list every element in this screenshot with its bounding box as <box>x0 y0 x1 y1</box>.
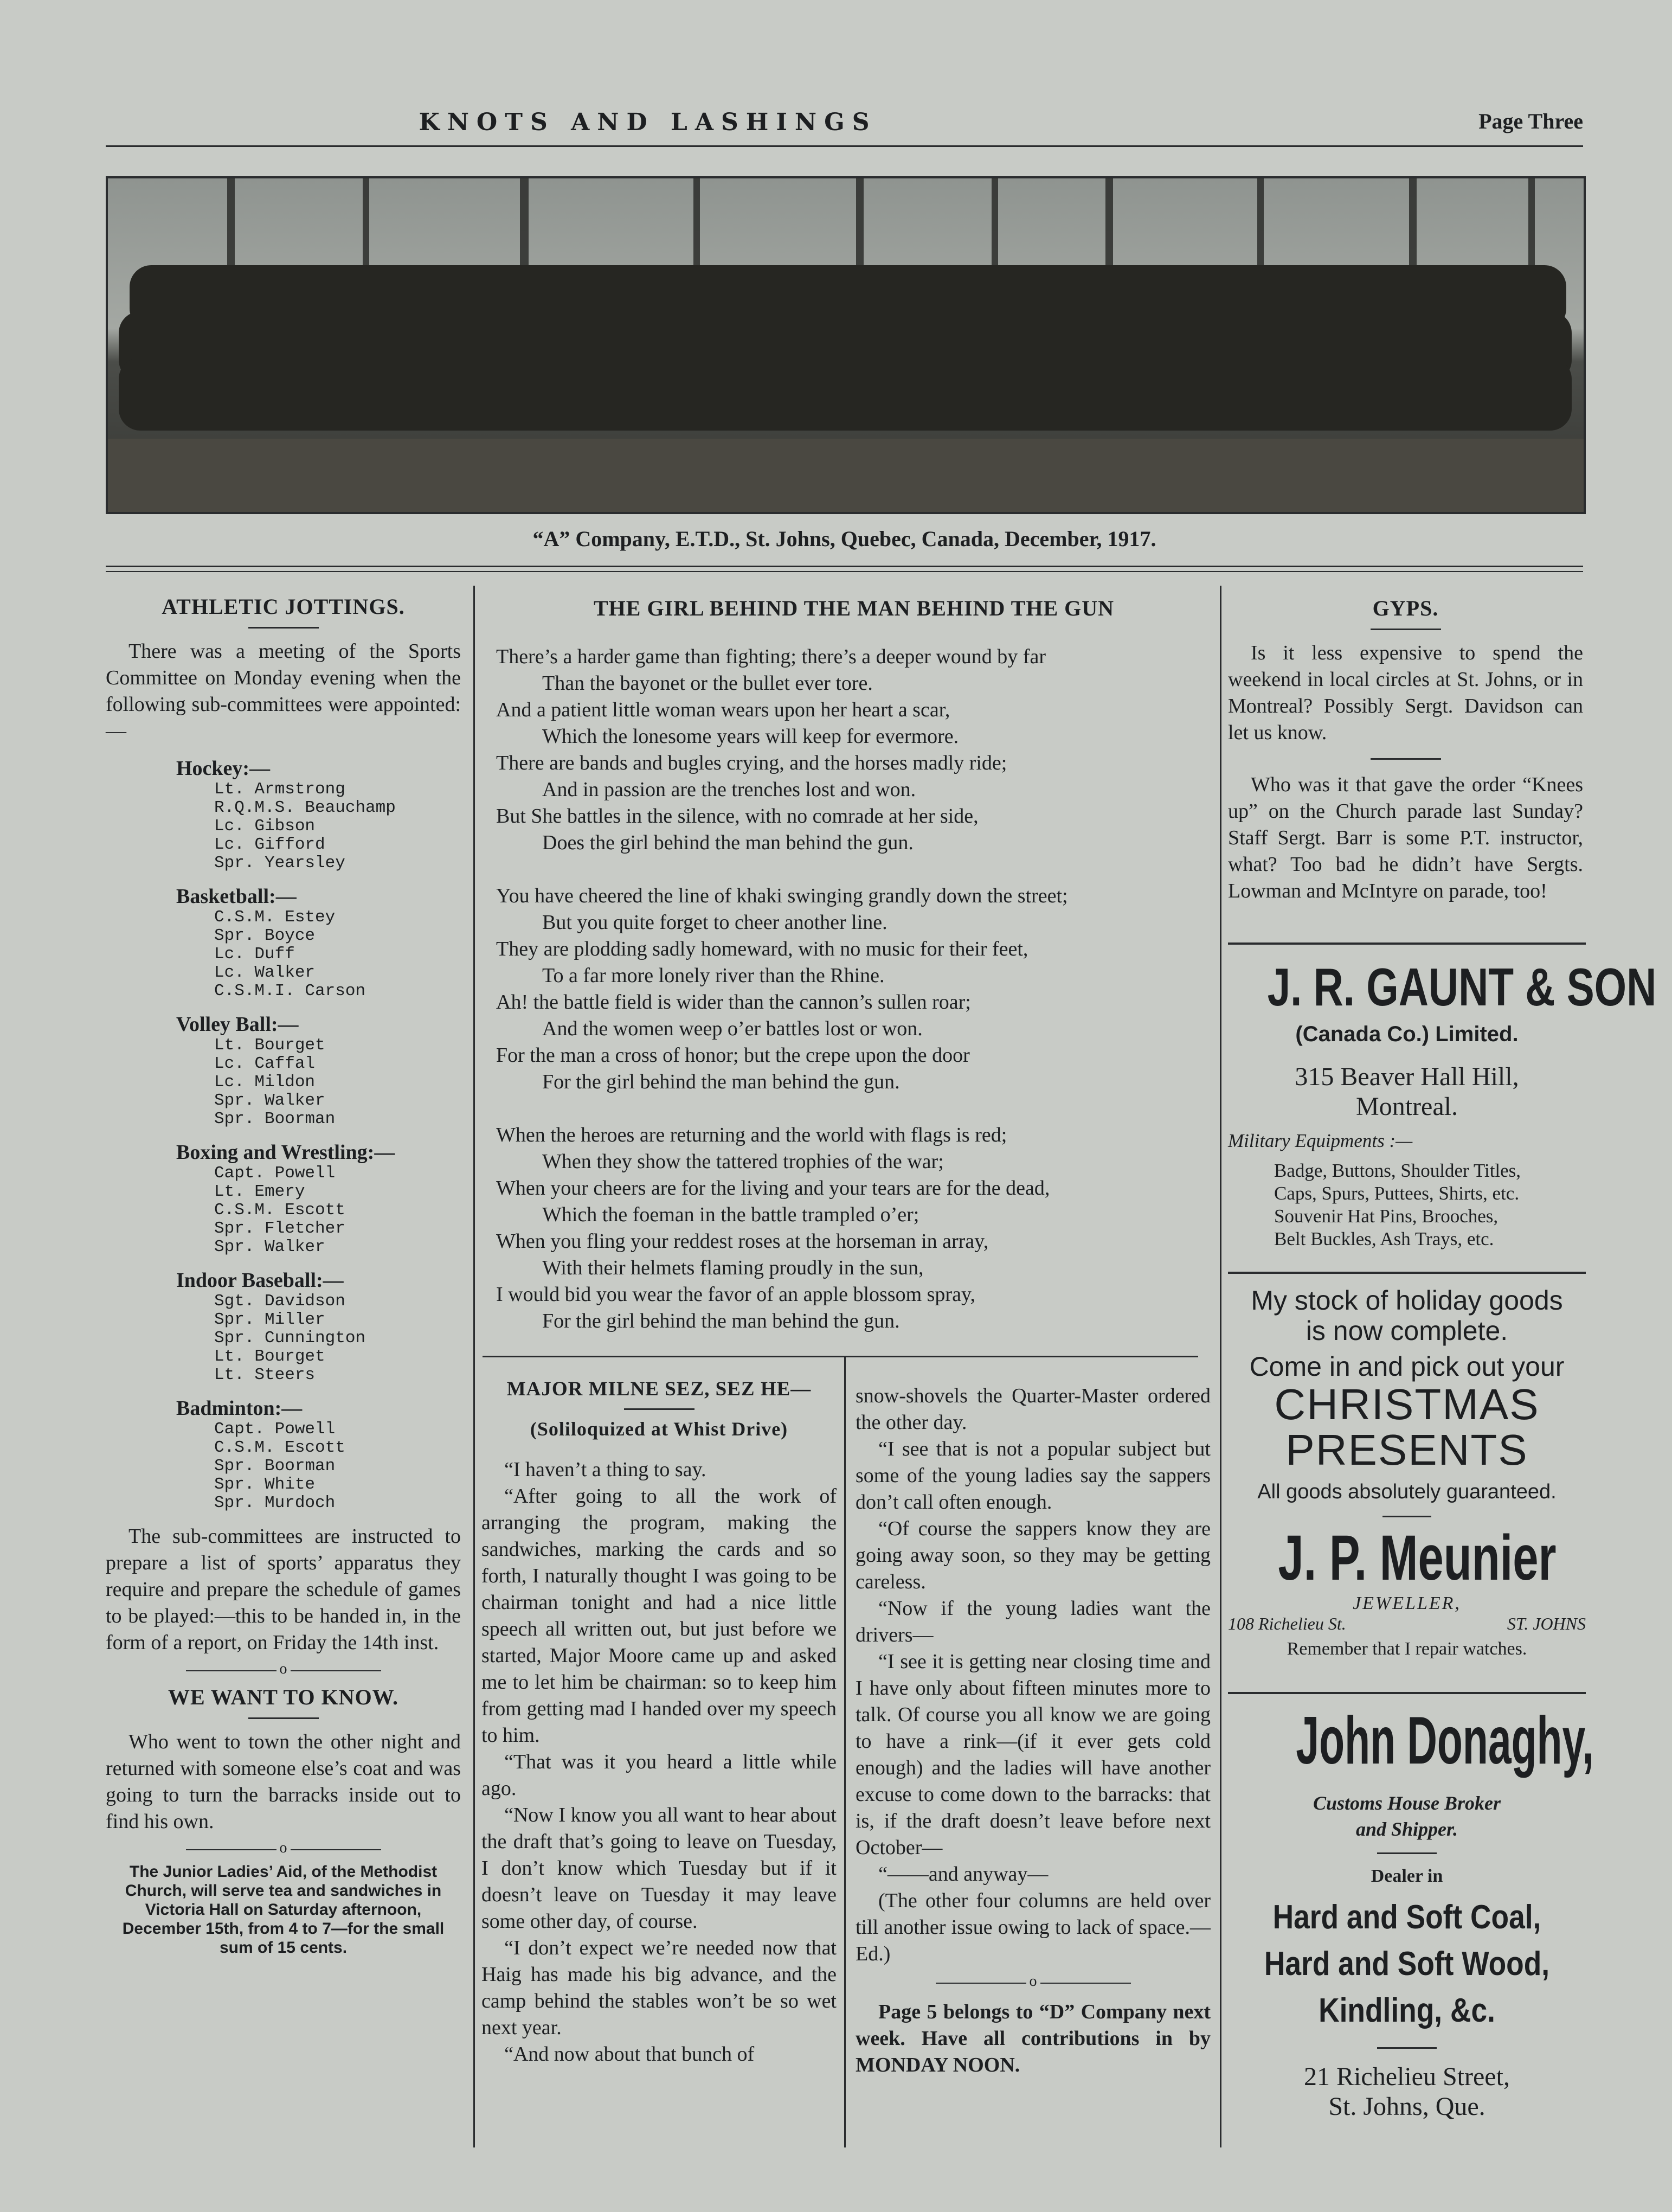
title-dash <box>248 1717 319 1719</box>
poem-line: For the man a cross of honor; but the crepe upon the door <box>496 1044 970 1067</box>
ad-dash <box>1377 1852 1437 1854</box>
gaunt-address-1: 315 Beaver Hall Hill, <box>1295 1062 1519 1091</box>
poem-line: To a far more lonely river than the Rhine. <box>542 964 885 987</box>
subcommittee-members <box>214 1292 461 1384</box>
milne-text-1 <box>481 1457 837 2068</box>
member-name: Spr. Walker <box>214 1238 325 1256</box>
member-name: Spr. Boorman <box>214 1110 336 1129</box>
poem-bottom-rule <box>483 1356 1198 1357</box>
member-name: Spr. Boyce <box>214 926 316 945</box>
member-name: Spr. Walker <box>214 1091 325 1110</box>
donaghy-line-1: Customs House Broker <box>1313 1792 1501 1814</box>
donaghy-name: John Donaghy, <box>1296 1703 1594 1778</box>
poem-line: They are plodding sadly homeward, with no music for their feet, <box>496 938 1028 960</box>
poem-line: When your cheers are for the living and your tears are for the dead, <box>496 1177 1050 1200</box>
separator-glyph: o <box>276 1660 291 1678</box>
ad-rule <box>1228 1692 1586 1694</box>
subcommittee-name: Badminton:— <box>176 1397 303 1420</box>
title-dash <box>248 627 319 629</box>
member-name: Sgt. Davidson <box>214 1292 345 1311</box>
gyps-paragraph-2: Who was it that gave the order “Knees up” on the Church parade last Sunday? Staff Sergt. Barr is some P.T. instructor, what? Too bad he didn’t have Sergts. Lowman and McIntyre on parade, too! <box>1228 773 1583 902</box>
poem-line: Than the bayonet or the bullet ever tore. <box>542 672 873 695</box>
poem-line: Which the foeman in the battle trampled o’er; <box>542 1203 919 1226</box>
publication-title: KNOTS AND LASHINGS <box>419 108 877 136</box>
milne-paragraph: “And now about that bunch of <box>504 2043 755 2066</box>
milne-paragraph: “That was it you heard a little while ago. <box>481 1751 837 1800</box>
milne-column-2 <box>856 1383 1211 2079</box>
donaghy-kindling: Kindling, &c. <box>1319 1992 1495 2029</box>
poem-line: When the heroes are returning and the world with flags is red; <box>496 1124 1007 1146</box>
company-photo <box>106 176 1586 514</box>
milne-paragraph: “After going to all the work of arranging the program, making the sandwiches, marking the cards and so forth, I naturally thought I was going to be chairman tonight and had a nice little speech all written out, but just before we started, Major Moore came up and asked me to let him be chairman: so to keep him from getting mad I handed over my speech to him. <box>481 1485 837 1747</box>
member-name: Capt. Powell <box>214 1420 336 1439</box>
subcommittee-list <box>106 756 461 1512</box>
page5-notice: Page 5 belongs to “D” Company next week. Have all contributions in by MONDAY NOON. <box>856 2001 1211 2076</box>
head-rule <box>106 145 1583 147</box>
meunier-guarantee: All goods absolutely guaranteed. <box>1257 1480 1557 1503</box>
gaunt-ad <box>1228 957 1657 1251</box>
poem-line: You have cheered the line of khaki swinging grandly down the street; <box>496 884 1068 907</box>
ad-rule <box>1228 1272 1586 1274</box>
poem-line: But you quite forget to cheer another line. <box>542 911 888 934</box>
subcommittee-members <box>214 1164 461 1256</box>
member-name: C.S.M.I. Carson <box>214 982 366 1001</box>
member-name: Spr. Miller <box>214 1310 325 1329</box>
member-name: Spr. Fletcher <box>214 1219 345 1238</box>
donaghy-address-2: St. Johns, Que. <box>1328 2092 1485 2121</box>
donaghy-dealer: Dealer in <box>1371 1866 1443 1886</box>
milne-column-1 <box>481 1377 837 2068</box>
poem-body <box>496 644 1212 1335</box>
gaunt-item: Belt Buckles, Ash Trays, etc. <box>1274 1228 1494 1249</box>
member-name: Lc. Mildon <box>214 1073 316 1092</box>
poem-line: For the girl behind the man behind the gun. <box>542 1070 900 1093</box>
milne-paragraph: “I don’t expect we’re needed now that Haig has made his big advance, and the camp behind the stables won’t be so wet next year. <box>481 1937 837 2039</box>
milne-paragraph: “I see it is getting near closing time and I have only about fifteen minutes more to talk. Of course you all know we are going to have a rink—(if it ever gets cold enough) and the ladies will have another excuse to come down to the barracks: that is, if the draft doesn’t leave before next October— <box>856 1650 1211 1859</box>
meunier-name: J. P. Meunier <box>1278 1522 1557 1594</box>
athletic-intro: There was a meeting of the Sports Committee on Monday evening when the following sub-committees were appointed:— <box>106 640 461 742</box>
milne-text-2 <box>856 1383 1211 1967</box>
poem-line: And in passion are the trenches lost and won. <box>542 778 916 801</box>
separator <box>186 1839 381 1856</box>
separator <box>936 1973 1131 1990</box>
subcommittee-members <box>214 1036 461 1129</box>
member-name: Lc. Caffal <box>214 1054 316 1073</box>
member-name: Spr. Yearsley <box>214 854 345 873</box>
want-to-know-title: WE WANT TO KNOW. <box>168 1685 399 1709</box>
poem-block <box>496 595 1212 1335</box>
poem-line: I would bid you wear the favor of an apple blossom spray, <box>496 1283 975 1306</box>
column-rule-3 <box>844 1356 846 2147</box>
member-name: Lt. Armstrong <box>214 780 345 799</box>
gaunt-sub: (Canada Co.) Limited. <box>1295 1022 1519 1046</box>
member-name: Spr. Boorman <box>214 1457 336 1476</box>
gaunt-item: Caps, Spurs, Puttees, Shirts, etc. <box>1274 1183 1520 1204</box>
ad-rule <box>1228 942 1586 945</box>
separator-glyph: o <box>276 1839 291 1857</box>
paragraph-dash <box>1371 758 1441 760</box>
poem-line: And a patient little woman wears upon her heart a scar, <box>496 698 950 721</box>
subcommittee-members <box>214 780 461 873</box>
member-name: R.Q.M.S. Beauchamp <box>214 798 396 817</box>
milne-paragraph: “Now I know you all want to hear about the draft that’s going to leave on Tuesday, I don’t know which Tuesday but if it doesn’t leave on Tuesday it may leave some other day, of course. <box>481 1804 837 1933</box>
ad-dash <box>1377 2047 1437 2049</box>
poem-title: THE GIRL BEHIND THE MAN BEHIND THE GUN <box>593 596 1115 620</box>
separator-glyph: o <box>1026 1973 1040 1990</box>
gyps-paragraph-1: Is it less expensive to spend the weekend in local circles at St. Johns, or in Montreal? Possibly Sergt. Davidson can let us know. <box>1228 642 1583 744</box>
member-name: Lc. Duff <box>214 945 295 964</box>
stanza-gap <box>496 856 1212 883</box>
caption-rule-2 <box>106 571 1583 572</box>
member-name: Lc. Gibson <box>214 817 316 836</box>
member-name: Spr. White <box>214 1475 316 1494</box>
title-dash <box>1371 629 1441 630</box>
poem-line: With their helmets flaming proudly in the sun, <box>542 1256 924 1279</box>
member-name: C.S.M. Escott <box>214 1201 345 1220</box>
separator <box>186 1660 381 1677</box>
donaghy-ad <box>1228 1703 1594 2121</box>
member-name: Spr. Cunnington <box>214 1329 366 1348</box>
milne-paragraph: “——and anyway— <box>878 1863 1049 1886</box>
milne-paragraph: (The other four columns are held over till another issue owing to lack of space.—Ed.) <box>856 1889 1211 1965</box>
milne-paragraph: “I see that is not a popular subject but some of the young ladies say the sappers don’t call often enough. <box>856 1438 1211 1514</box>
subcommittee-members <box>214 908 461 1001</box>
gyps-title: GYPS. <box>1372 596 1439 620</box>
athletic-jottings <box>106 594 461 1957</box>
gyps-column <box>1228 595 1583 905</box>
poem-line: When you fling your reddest roses at the horseman in array, <box>496 1230 989 1253</box>
member-name: Lt. Bourget <box>214 1036 325 1055</box>
member-name: Lc. Gifford <box>214 835 325 854</box>
meunier-trade: JEWELLER, <box>1353 1593 1461 1613</box>
milne-paragraph: “I haven’t a thing to say. <box>504 1458 706 1481</box>
member-name: Lt. Emery <box>214 1182 305 1201</box>
meunier-address: 108 Richelieu St. <box>1228 1614 1346 1633</box>
gaunt-item: Badge, Buttons, Shoulder Titles, <box>1274 1160 1521 1181</box>
poem-line: There are bands and bugles crying, and the horses madly ride; <box>496 752 1007 774</box>
page-number: Page Three <box>1478 109 1583 133</box>
donaghy-line-2: and Shipper. <box>1355 1818 1458 1840</box>
gaunt-tagline: Military Equipments :— <box>1228 1130 1413 1151</box>
donaghy-address-1: 21 Richelieu Street, <box>1304 2062 1510 2091</box>
milne-paragraph: “Of course the sappers know they are going away soon, so they may be getting careless. <box>856 1517 1211 1593</box>
milne-paragraph: snow-shovels the Quarter-Master ordered the other day. <box>856 1384 1211 1434</box>
member-name: Lt. Bourget <box>214 1347 325 1366</box>
member-name: C.S.M. Estey <box>214 908 336 927</box>
meunier-repair: Remember that I repair watches. <box>1287 1639 1527 1659</box>
meunier-line-3: Come in and pick out your <box>1249 1351 1565 1382</box>
member-name: C.S.M. Escott <box>214 1438 345 1457</box>
stanza-gap <box>496 1095 1212 1122</box>
photo-caption: “A” Company, E.T.D., St. Johns, Quebec, Canada, December, 1917. <box>532 527 1156 551</box>
gaunt-address-2: Montreal. <box>1356 1092 1458 1121</box>
member-name: Capt. Powell <box>214 1164 336 1183</box>
caption-rule <box>106 566 1583 567</box>
athletic-title: ATHLETIC JOTTINGS. <box>162 594 405 619</box>
subcommittee-members <box>214 1420 461 1512</box>
subcommittee-name: Volley Ball:— <box>176 1013 299 1036</box>
company-photo-illustration <box>108 178 1584 512</box>
donaghy-coal: Hard and Soft Coal, <box>1272 1899 1541 1936</box>
milne-paragraph: “Now if the young ladies want the drivers— <box>856 1597 1211 1646</box>
poem-line: Which the lonesome years will keep for evermore. <box>542 725 959 748</box>
donaghy-wood: Hard and Soft Wood, <box>1264 1945 1550 1983</box>
meunier-line-2: is now complete. <box>1306 1316 1508 1346</box>
subcommittee-name: Basketball:— <box>176 885 297 908</box>
athletic-closing: The sub-committees are instructed to prepare a list of sports’ apparatus they require and prepare the schedule of games to be played:—this to be handed in, in the form of a report, on Friday the 14th inst. <box>106 1525 461 1654</box>
gaunt-items <box>1274 1159 1586 1251</box>
member-name: Lc. Walker <box>214 963 316 982</box>
subcommittee-name: Boxing and Wrestling:— <box>176 1141 395 1164</box>
gaunt-name: J. R. GAUNT & SON <box>1267 957 1657 1017</box>
running-head <box>106 108 1583 141</box>
poem-line: Does the girl behind the man behind the gun. <box>542 831 914 854</box>
want-to-know-text: Who went to town the other night and returned with someone else’s coat and was going to turn the barracks inside out to find his own. <box>106 1730 461 1833</box>
title-dash <box>624 1408 694 1410</box>
member-name: Lt. Steers <box>214 1365 316 1384</box>
ad-dash <box>1382 1516 1431 1517</box>
meunier-big-2: PRESENTS <box>1285 1426 1528 1474</box>
subcommittee-name: Indoor Baseball:— <box>176 1269 344 1292</box>
poem-line: Ah! the battle field is wider than the cannon’s sullen roar; <box>496 991 971 1014</box>
meunier-big-1: CHRISTMAS <box>1274 1380 1540 1428</box>
ladies-aid-notice: The Junior Ladies’ Aid, of the Methodist Church, will serve tea and sandwiches in Victoria Hall on Saturday afternoon, December 15th, from 4 to 7—for the small sum of 15 cents. <box>122 1863 445 1957</box>
poem-line: And the women weep o’er battles lost or won. <box>542 1017 923 1040</box>
poem-line: There’s a harder game than fighting; there’s a deeper wound by far <box>496 645 1046 668</box>
meunier-town: ST. JOHNS <box>1507 1614 1586 1633</box>
column-rule-1 <box>473 586 475 2147</box>
gaunt-item: Souvenir Hat Pins, Brooches, <box>1274 1206 1499 1227</box>
subcommittee-name: Hockey:— <box>176 757 271 780</box>
column-rule-2 <box>1220 586 1221 2147</box>
meunier-address-row <box>1228 1614 1586 1636</box>
milne-title: MAJOR MILNE SEZ, SEZ HE— <box>506 1378 812 1400</box>
meunier-line-1: My stock of holiday goods <box>1251 1285 1563 1316</box>
member-name: Spr. Murdoch <box>214 1493 336 1512</box>
poem-line: But She battles in the silence, with no comrade at her side, <box>496 805 979 828</box>
meunier-ad <box>1228 1285 1586 1659</box>
milne-subtitle: (Soliloquized at Whist Drive) <box>530 1418 788 1440</box>
poem-line: When they show the tattered trophies of the war; <box>542 1150 944 1173</box>
poem-line: For the girl behind the man behind the gun. <box>542 1310 900 1332</box>
